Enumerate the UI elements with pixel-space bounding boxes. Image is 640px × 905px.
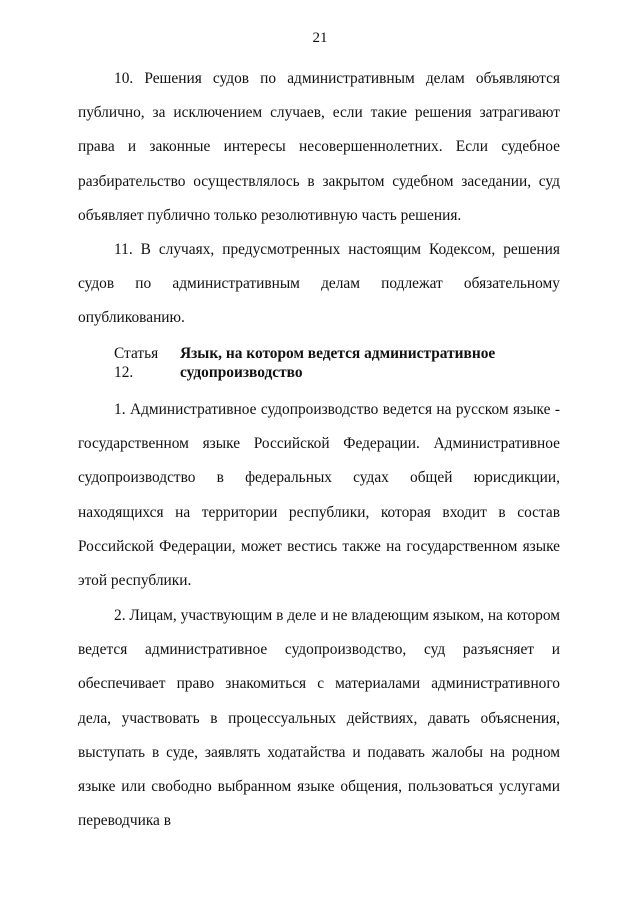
article-12-paragraph-1: 1. Административное судопроизводство ведется на русском языке - государственном языке Российской Федерации. Административное судопроизводство в федеральных судах общей юрисдикции, находящихся на территории республики, которая входит в состав Российской Федерации, может вестись также на государственном языке этой республики.: [78, 401, 560, 590]
article-12-title: Язык, на котором ведется административное судопроизводство: [180, 345, 496, 381]
paragraph-10-block: [78, 62, 560, 233]
paragraph-11-block: [78, 233, 560, 336]
article-12-prefix: Статья 12.: [114, 345, 159, 381]
paragraph-10: 10. Решения судов по административным делам объявляются публично, за исключением случаев, если такие решения затрагивают права и законные интересы несовершеннолетних. Если судебное разбирательство осуществлялось в закрытом судебном заседании, суд объявляет публично только резолютивную часть решения.: [78, 70, 560, 224]
article-12-paragraph-1-block: [78, 393, 560, 598]
article-12-heading: [114, 344, 560, 382]
article-12-paragraph-2-block: [78, 599, 560, 838]
paragraph-11: 11. В случаях, предусмотренных настоящим Кодексом, решения судов по административным делам подлежат обязательному опубликованию.: [78, 241, 560, 327]
page-number: 21: [312, 30, 328, 46]
article-12-paragraph-2: 2. Лицам, участвующим в деле и не владеющим языком, на котором ведется административное судопроизводство, суд разъясняет и обеспечивает право знакомиться с материалами административного дела, участвовать в процессуальных действиях, давать объяснения, выступать в суде, заявлять ходатайства и подавать жалобы на родном языке или свободно выбранном языке общения, пользоваться услугами переводчика в: [78, 607, 560, 830]
